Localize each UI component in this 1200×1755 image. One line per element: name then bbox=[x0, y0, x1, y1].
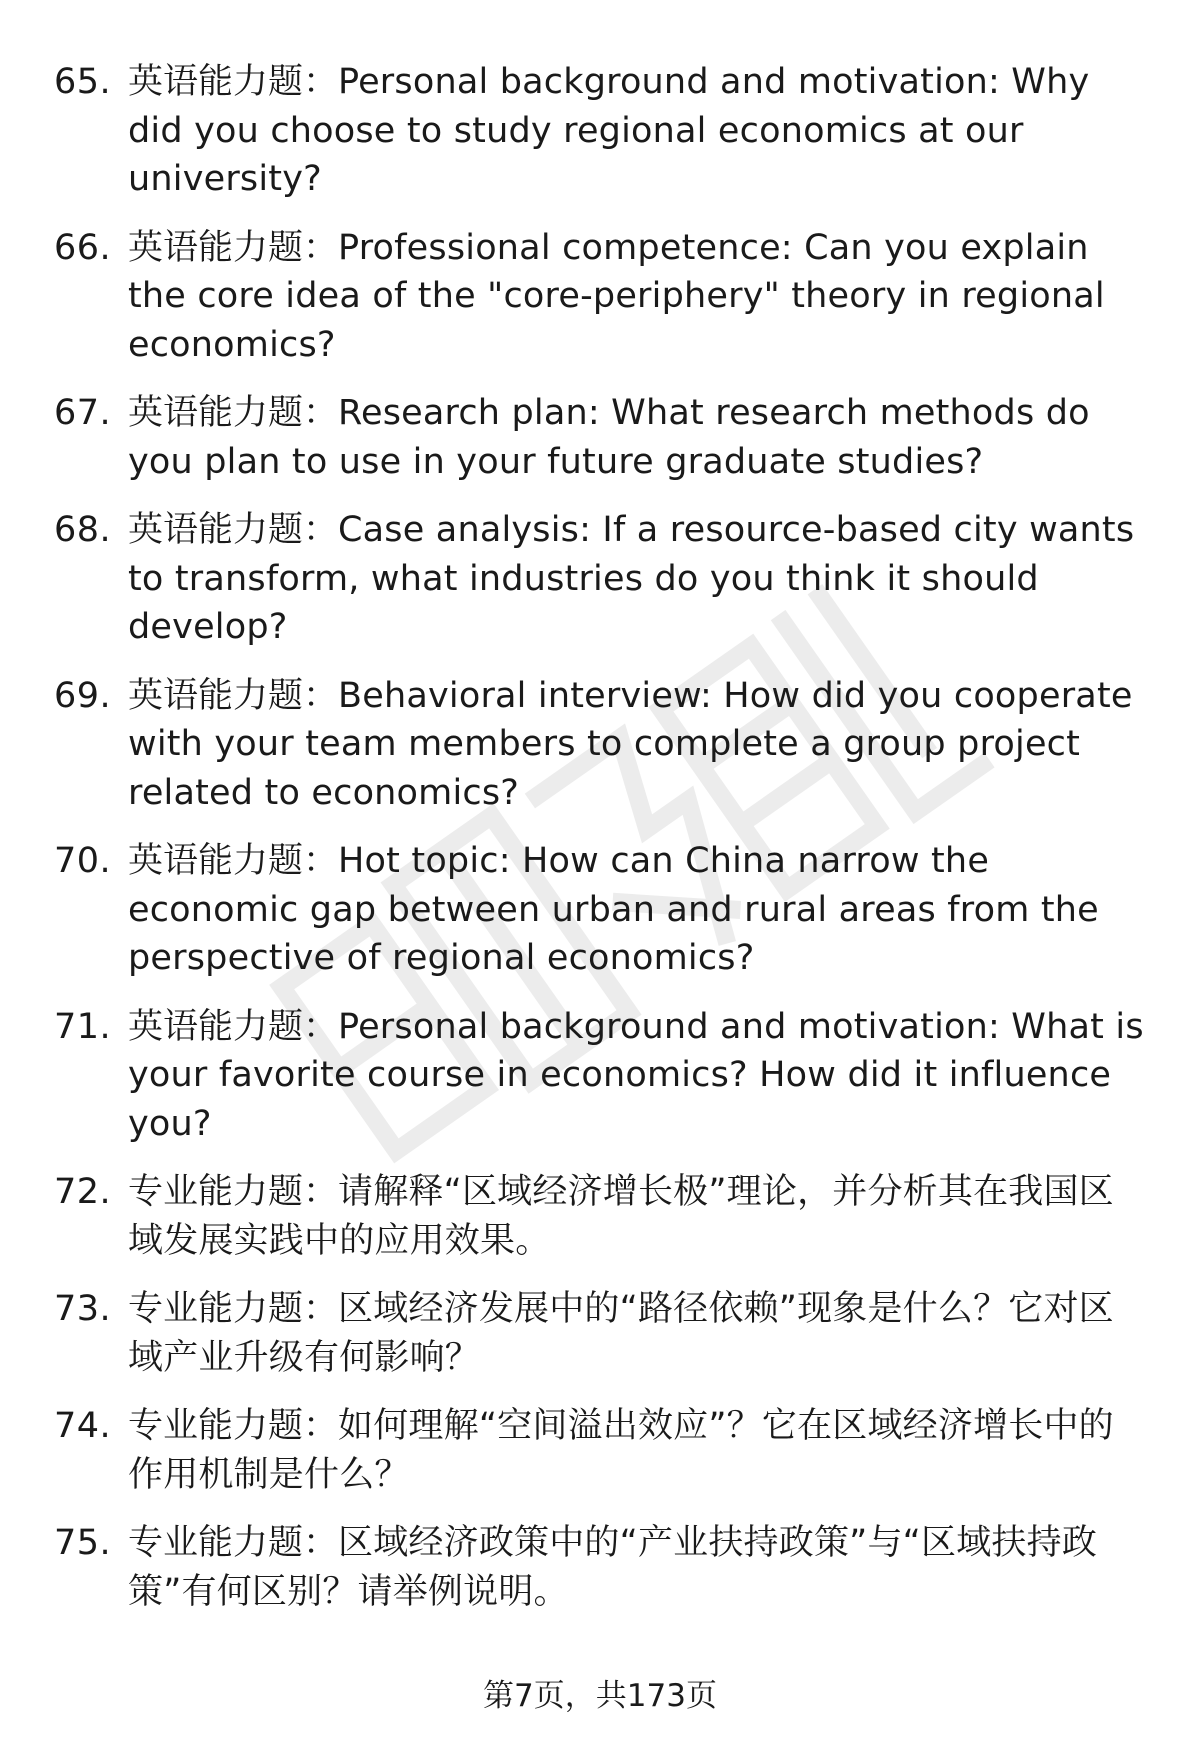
question-number: 74. bbox=[54, 1406, 112, 1446]
question-item-66 bbox=[0, 224, 1200, 370]
question-category: 英语能力题： bbox=[128, 393, 339, 433]
question-item-75 bbox=[0, 1519, 1200, 1616]
question-body bbox=[128, 506, 1148, 652]
question-body bbox=[128, 1402, 1148, 1499]
question-number: 66. bbox=[54, 227, 112, 268]
question-item-68 bbox=[0, 506, 1200, 652]
question-item-65 bbox=[0, 58, 1200, 204]
question-text: Hot topic: How can China narrow the economic gap between urban and rural areas from the perspective of regional economics? bbox=[128, 841, 1099, 978]
question-text: Case analysis: If a resource-based city wants to transform, what industries do you think it should develop? bbox=[128, 510, 1135, 647]
question-number: 70. bbox=[54, 841, 112, 881]
question-body bbox=[128, 389, 1148, 486]
page-number-footer: 第7页，共173页 bbox=[483, 1678, 717, 1714]
question-category: 英语能力题： bbox=[128, 841, 339, 881]
question-category: 英语能力题： bbox=[128, 675, 339, 716]
question-number: 73. bbox=[54, 1289, 112, 1329]
question-category: 专业能力题： bbox=[128, 1523, 339, 1563]
question-text: 区域经济政策中的“产业扶持政策”与“区域扶持政策”有何区别？请举例说明。 bbox=[128, 1523, 1098, 1612]
question-item-70 bbox=[0, 837, 1200, 983]
question-category: 专业能力题： bbox=[128, 1289, 339, 1329]
question-item-71 bbox=[0, 1003, 1200, 1149]
question-body bbox=[128, 837, 1148, 983]
question-text: Personal background and motivation: Why did you choose to study regional economics at our university? bbox=[128, 62, 1090, 199]
question-text: Personal background and motivation: What is your favorite course in economics? How did it influence you? bbox=[128, 1006, 1144, 1144]
question-text: Research plan: What research methods do you plan to use in your future graduate studies? bbox=[128, 393, 1090, 482]
question-body bbox=[128, 58, 1148, 204]
question-number: 75. bbox=[54, 1523, 112, 1563]
question-number: 68. bbox=[54, 510, 112, 550]
question-item-69 bbox=[0, 672, 1200, 818]
question-category: 专业能力题： bbox=[128, 1172, 339, 1212]
question-number: 65. bbox=[54, 62, 112, 102]
question-category: 专业能力题： bbox=[128, 1406, 339, 1446]
question-text: 区域经济发展中的“路径依赖”现象是什么？它对区域产业升级有何影响？ bbox=[128, 1289, 1114, 1378]
question-item-73 bbox=[0, 1285, 1200, 1382]
question-number: 69. bbox=[54, 675, 112, 716]
question-item-67 bbox=[0, 389, 1200, 486]
question-body bbox=[128, 224, 1148, 370]
question-number: 67. bbox=[54, 393, 112, 433]
question-text: 请解释“区域经济增长极”理论，并分析其在我国区域发展实践中的应用效果。 bbox=[128, 1172, 1114, 1261]
question-text: 如何理解“空间溢出效应”？它在区域经济增长中的作用机制是什么？ bbox=[128, 1406, 1114, 1495]
question-category: 英语能力题： bbox=[128, 1006, 339, 1047]
question-body bbox=[128, 1003, 1148, 1149]
question-category: 英语能力题： bbox=[128, 510, 339, 550]
question-body bbox=[128, 1168, 1148, 1265]
question-body bbox=[128, 1519, 1148, 1616]
question-number: 71. bbox=[54, 1006, 112, 1047]
question-category: 英语能力题： bbox=[128, 227, 339, 268]
question-list bbox=[0, 58, 1200, 1636]
question-text: Professional competence: Can you explain the core idea of the "core-periphery" theory in regional economics? bbox=[128, 227, 1105, 365]
question-category: 英语能力题： bbox=[128, 62, 339, 102]
question-text: Behavioral interview: How did you cooperate with your team members to complete a group project related to economics? bbox=[128, 675, 1133, 813]
question-body bbox=[128, 672, 1148, 818]
question-number: 72. bbox=[54, 1172, 112, 1212]
question-item-74 bbox=[0, 1402, 1200, 1499]
question-item-72 bbox=[0, 1168, 1200, 1265]
question-body bbox=[128, 1285, 1148, 1382]
